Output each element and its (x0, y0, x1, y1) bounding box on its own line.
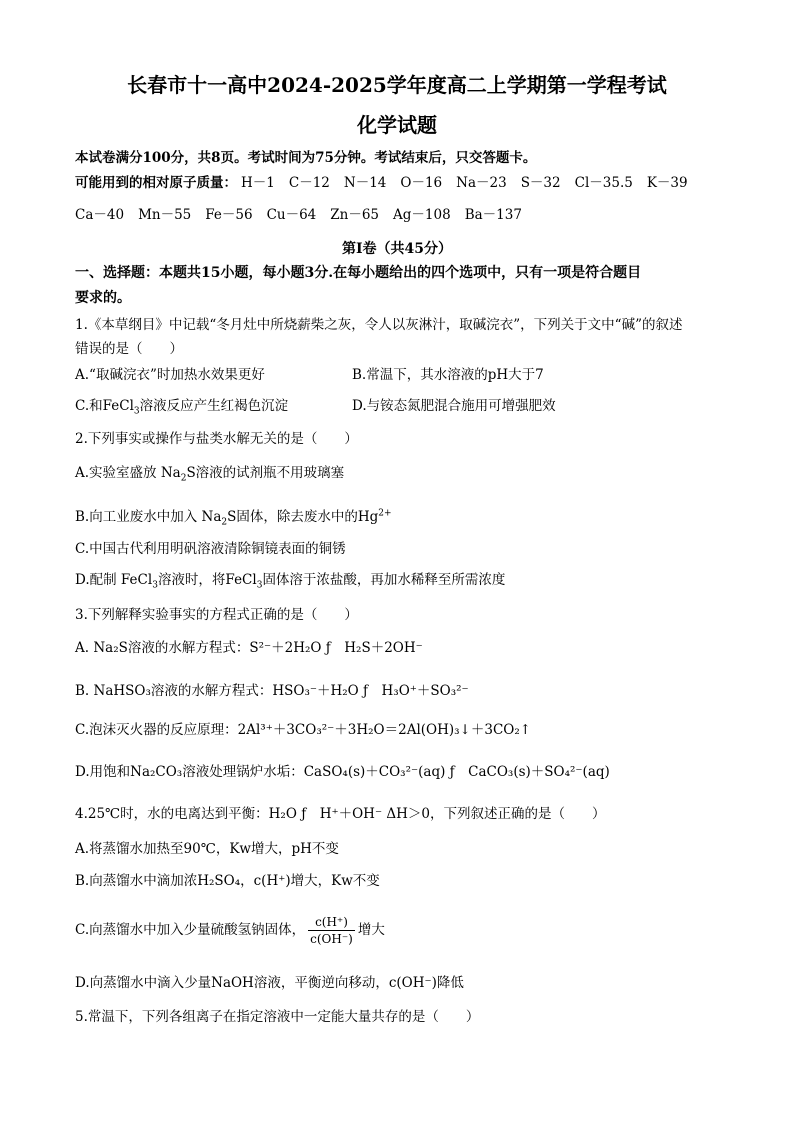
atomic-mass-item: Fe－56 (205, 207, 253, 223)
atomic-mass-item: O－16 (400, 175, 443, 191)
q3-option-a: A. Na₂S溶液的水解方程式：S²⁻＋2H₂O ƒ H₂S＋2OH⁻ (75, 640, 423, 656)
q4-option-b: B.向蒸馏水中滴加浓H₂SO₄，c(H⁺)增大，Kw不变 (75, 873, 380, 889)
q1-stem-line-1: 1.《本草纲目》中记载“冬月灶中所烧薪柴之灰，令人以灰淋汁，取碱浣衣”，下列关于文中“碱”的叙述 (75, 317, 683, 333)
q5-stem: 5.常温下，下列各组离子在指定溶液中一定能大量共存的是（ ） (75, 1009, 480, 1025)
q4-stem: 4.25℃时，水的电离达到平衡：H₂O ƒ H⁺＋OH⁻ ΔH＞0，下列叙述正确的是（ ） (75, 806, 606, 822)
atomic-mass-label: 可能用到的相对原子质量： (75, 175, 237, 191)
fraction (308, 914, 355, 947)
q2-option-d: D.配制 FeCl$_3$溶液时，将FeCl$_3$固体溶于浓盐酸，再加水稀释至所需浓度 (75, 572, 506, 591)
atomic-mass-item: Ag－108 (393, 207, 451, 223)
atomic-mass-item: H－1 (241, 175, 275, 191)
q2-option-b: B.向工业废水中加入 $Na_2S$固体，除去废水中的$Hg^{2+}$ (75, 508, 392, 528)
q2-option-c: C.中国古代利用明矾溶液清除铜镜表面的铜锈 (75, 541, 346, 557)
q3-option-b: B. NaHSO₃溶液的水解方程式：HSO₃⁻＋H₂O ƒ H₃O⁺＋SO₃²⁻ (75, 683, 469, 699)
exam-subtitle: 化学试题 (357, 113, 437, 137)
fraction-denominator: c(OH⁻) (310, 932, 353, 946)
atomic-mass-line-2 (75, 206, 536, 224)
atomic-mass-item: Ba－137 (464, 207, 522, 223)
q4-option-d: D.向蒸馏水中滴入少量NaOH溶液，平衡逆向移动，c(OH⁻)降低 (75, 975, 464, 991)
q2-option-a: A.实验室盛放 $Na_2S$溶液的试剂瓶不用玻璃塞 (75, 465, 345, 484)
q1-option-d: D.与铵态氮肥混合施用可增强肥效 (352, 398, 556, 414)
q1-option-c: C.和FeCl$_3$溶液反应产生红褐色沉淀 (75, 398, 289, 417)
atomic-mass-item: K－39 (646, 175, 688, 191)
exam-info: 本试卷满分100分，共8页。考试时间为75分钟。考试结束后，只交答题卡。 (75, 150, 537, 166)
fraction-numerator: c(H⁺) (308, 914, 355, 931)
q3-option-c: C.泡沫灭火器的反应原理：2Al³⁺＋3CO₃²⁻＋3H₂O＝2Al(OH)₃↓＋3CO₂↑ (75, 722, 532, 738)
atomic-mass-item: Na－23 (456, 175, 507, 191)
q4-option-a: A.将蒸馏水加热至90℃，Kw增大，pH不变 (75, 841, 339, 857)
q1-stem-line-2: 错误的是（ ） (75, 341, 183, 357)
section-title: 第Ⅰ卷（共45分） (341, 241, 453, 257)
q1-option-b: B.常温下，其水溶液的pH大于7 (352, 367, 544, 383)
q4-option-c: C.向蒸馏水中加入少量硫酸氢钠固体， $\frac{c(H^+)}{c(OH^-)}$ 增大 (75, 915, 385, 946)
q3-option-d: D.用饱和Na₂CO₃溶液处理锅炉水垢：CaSO₄(s)＋CO₃²⁻(aq) ƒ CaCO₃(s)＋SO₄²⁻(aq) (75, 764, 610, 780)
q1-option-a: A.“取碱浣衣”时加热水效果更好 (75, 367, 265, 383)
section-instructions-1: 一、选择题：本题共15小题，每小题3分.在每小题给出的四个选项中，只有一项是符合题目 (75, 265, 642, 281)
atomic-mass-item: Zn－65 (330, 207, 380, 223)
q3-stem: 3.下列解释实验事实的方程式正确的是（ ） (75, 607, 358, 623)
atomic-mass-item: Mn－55 (138, 207, 192, 223)
exam-title: 长春市十一高中2024-2025学年度高二上学期第一学程考试 (127, 73, 667, 97)
atomic-mass-item: S－32 (520, 175, 561, 191)
atomic-mass-item: Cu－64 (266, 207, 317, 223)
q2-stem: 2.下列事实或操作与盐类水解无关的是（ ） (75, 431, 358, 447)
atomic-mass-line-1 (75, 174, 702, 192)
atomic-mass-item: Ca－40 (75, 207, 125, 223)
section-instructions-2: 要求的。 (75, 290, 131, 306)
atomic-mass-item: Cl－35.5 (574, 175, 633, 191)
atomic-mass-item: C－12 (288, 175, 330, 191)
atomic-mass-item: N－14 (343, 175, 387, 191)
